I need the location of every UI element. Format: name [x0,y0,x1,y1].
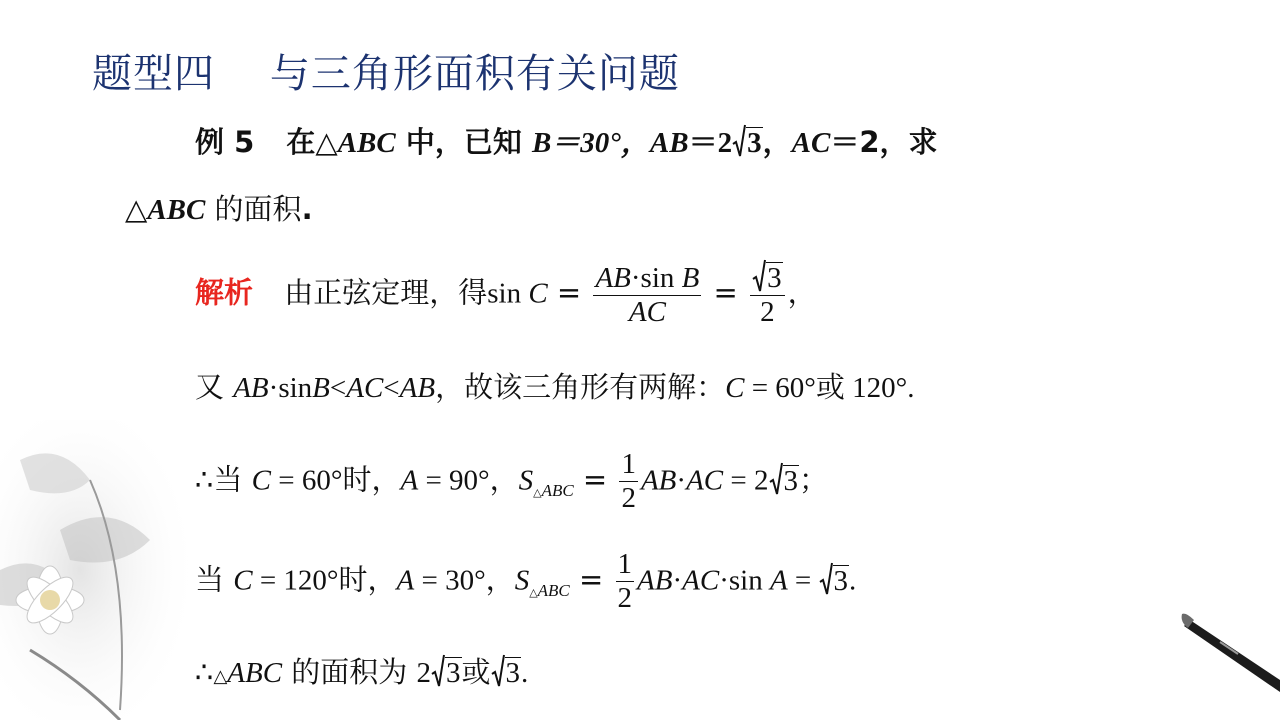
solution-text: 由正弦定理，得 [284,275,488,310]
problem-line-2 [125,192,313,226]
period: . [301,192,313,226]
fraction-root3-over-2: $\frac{3}{2}$ [750,262,785,327]
solution-step-4: 当 C = 120°时，A = 30°，$S_{\triangle ABC}$ = $\frac{1}{2}$ AB·AC·sin A = 3. [195,548,857,614]
problem-text: ＝2，求 [830,125,938,159]
triangle-name: ABC [147,194,206,226]
solution-step-1: 解析 由正弦定理，得sin C = $\frac{\text{AB·sin B}}{AC}$ = $\frac{3}{2}$ ， [195,261,817,328]
example-label: 例 5 [195,125,255,159]
triangle-symbol: △ [125,192,148,226]
page-title: 题型四 与三角形面积有关问题 [92,51,680,97]
flower-painting [0,420,200,720]
problem-text: 的面积 [205,192,302,226]
triangle-symbol: △ [315,125,338,159]
solution-step-3: ∴当 C = 60°时，A = 90°，$S_{\triangle ABC}$ = $\frac{1}{2}$ AB·AC = 2 3； [195,448,829,514]
brush-decoration [1160,600,1280,720]
problem-line-1 [195,127,938,158]
angle-b-given: B＝30°， [531,127,650,159]
fraction-one-half: $\frac{1}{2}$ [621,448,636,514]
sqrt-three: 3 [732,127,763,158]
solution-step-2: 又 AB·sinB<AC<AB，故该三角形有两解：C = 60°或 120°. [195,370,915,404]
triangle-name: ABC [337,127,396,159]
comma: ， [762,125,792,159]
problem-text: 在 [286,125,316,159]
solution-conclusion: ∴△ABC 的面积为 2 3或 3. [195,655,529,689]
side-ac: AC [791,127,831,159]
equals-two: ＝2 [688,127,733,159]
problem-text: 中，已知 [395,125,532,159]
fraction-sin-rule: $\frac{\text{AB·sin B}}{AC}$ [595,261,700,328]
side-ab: AB [649,127,689,159]
solution-label: 解析 [195,275,254,310]
fraction-one-half: $\frac{1}{2}$ [617,548,633,614]
